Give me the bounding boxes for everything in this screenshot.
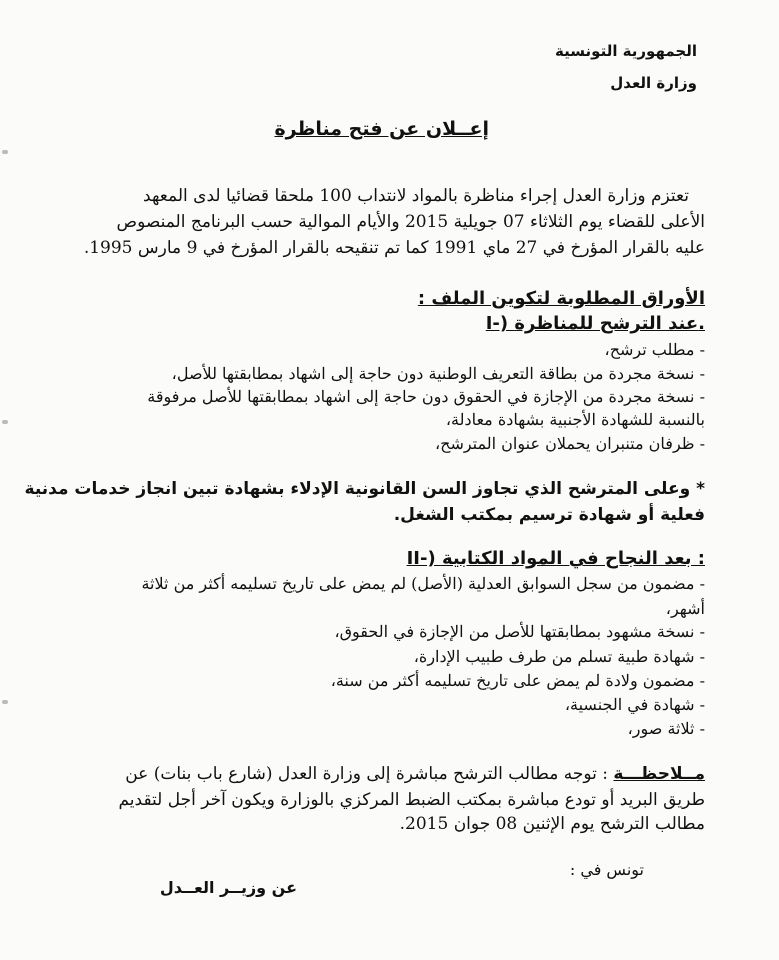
section-2-title: II-) بعد النجاح في المواد الكتابية : [406, 548, 705, 569]
note-line-1 [125, 762, 705, 786]
section-2-item: - شهادة طبية تسلم من طرف طبيب الإدارة، [413, 647, 705, 666]
scan-edge-mark [2, 420, 8, 424]
section-2-item: - شهادة في الجنسية، [564, 695, 705, 714]
scan-edge-mark [2, 700, 8, 704]
note-line-2: طريق البريد أو تودع مباشرة بمكتب الضبط المركزي بالوزارة ويكون آخر أجل لتقديم [118, 790, 705, 810]
intro-line-1: تعتزم وزارة العدل إجراء مناظرة بالمواد لانتداب 100 ملحقا قضائيا لدى المعهد [143, 186, 689, 206]
section-1-item: بالنسبة للشهادة الأجنبية بشهادة معادلة، [445, 410, 705, 429]
intro-line-2: الأعلى للقضاء يوم الثلاثاء 07 جويلية 2015 والأيام الموالية حسب البرنامج المنصوص [116, 212, 705, 232]
section-1-title: I-) عند الترشح للمناظرة. [485, 313, 705, 334]
section-1-item: - نسخة مجردة من بطاقة التعريف الوطنية دون حاجة إلى اشهاد بمطابقتها للأصل، [171, 364, 705, 383]
republic-header: الجمهورية التونسية [555, 42, 697, 60]
signature-line: عن وزيــر العــدل [159, 878, 297, 897]
document-title: إعــلان عن فتح مناظرة [274, 118, 489, 140]
section-1-item: - نسخة مجردة من الإجازة في الحقوق دون حاجة إلى اشهاد بمطابقتها للأصل مرفوقة [147, 387, 705, 406]
note-line-3: مطالب الترشح يوم الإثنين 08 جوان 2015. [399, 814, 705, 834]
section-2-item: - نسخة مشهود بمطابقتها للأصل من الإجازة في الحقوق، [334, 622, 705, 641]
note-label: مــلاحظـــة [613, 764, 705, 784]
section-2-item: أشهر، [665, 599, 705, 618]
place-date-line: تونس في : [569, 860, 644, 879]
documents-heading: الأوراق المطلوبة لتكوين الملف : [417, 288, 705, 309]
section-1-item: - ظرفان متنبران يحملان عنوان المترشح، [434, 434, 705, 453]
intro-line-3: عليه بالقرار المؤرخ في 27 ماي 1991 كما تم تنقيحه بالقرار المؤرخ في 9 مارس 1995. [83, 238, 705, 258]
section-2-item: - ثلاثة صور، [627, 719, 705, 738]
age-note-line-2: فعلية أو شهادة ترسيم بمكتب الشغل. [393, 505, 705, 525]
section-1-item: - مطلب ترشح، [604, 340, 705, 359]
section-2-item: - مضمون ولادة لم يمض على تاريخ تسليمه أكثر من سنة، [330, 671, 705, 690]
note-text: : توجه مطالب الترشح مباشرة إلى وزارة العدل (شارع باب بنات) عن [125, 764, 614, 784]
ministry-header: وزارة العدل [610, 74, 697, 92]
age-note-line-1: * وعلى المترشح الذي تجاوز السن القانونية الإدلاء بشهادة تبين انجاز خدمات مدنية [24, 479, 705, 499]
section-2-item: - مضمون من سجل السوابق العدلية (الأصل) لم يمض على تاريخ تسليمه أكثر من ثلاثة [141, 574, 705, 593]
scan-edge-mark [2, 150, 8, 154]
